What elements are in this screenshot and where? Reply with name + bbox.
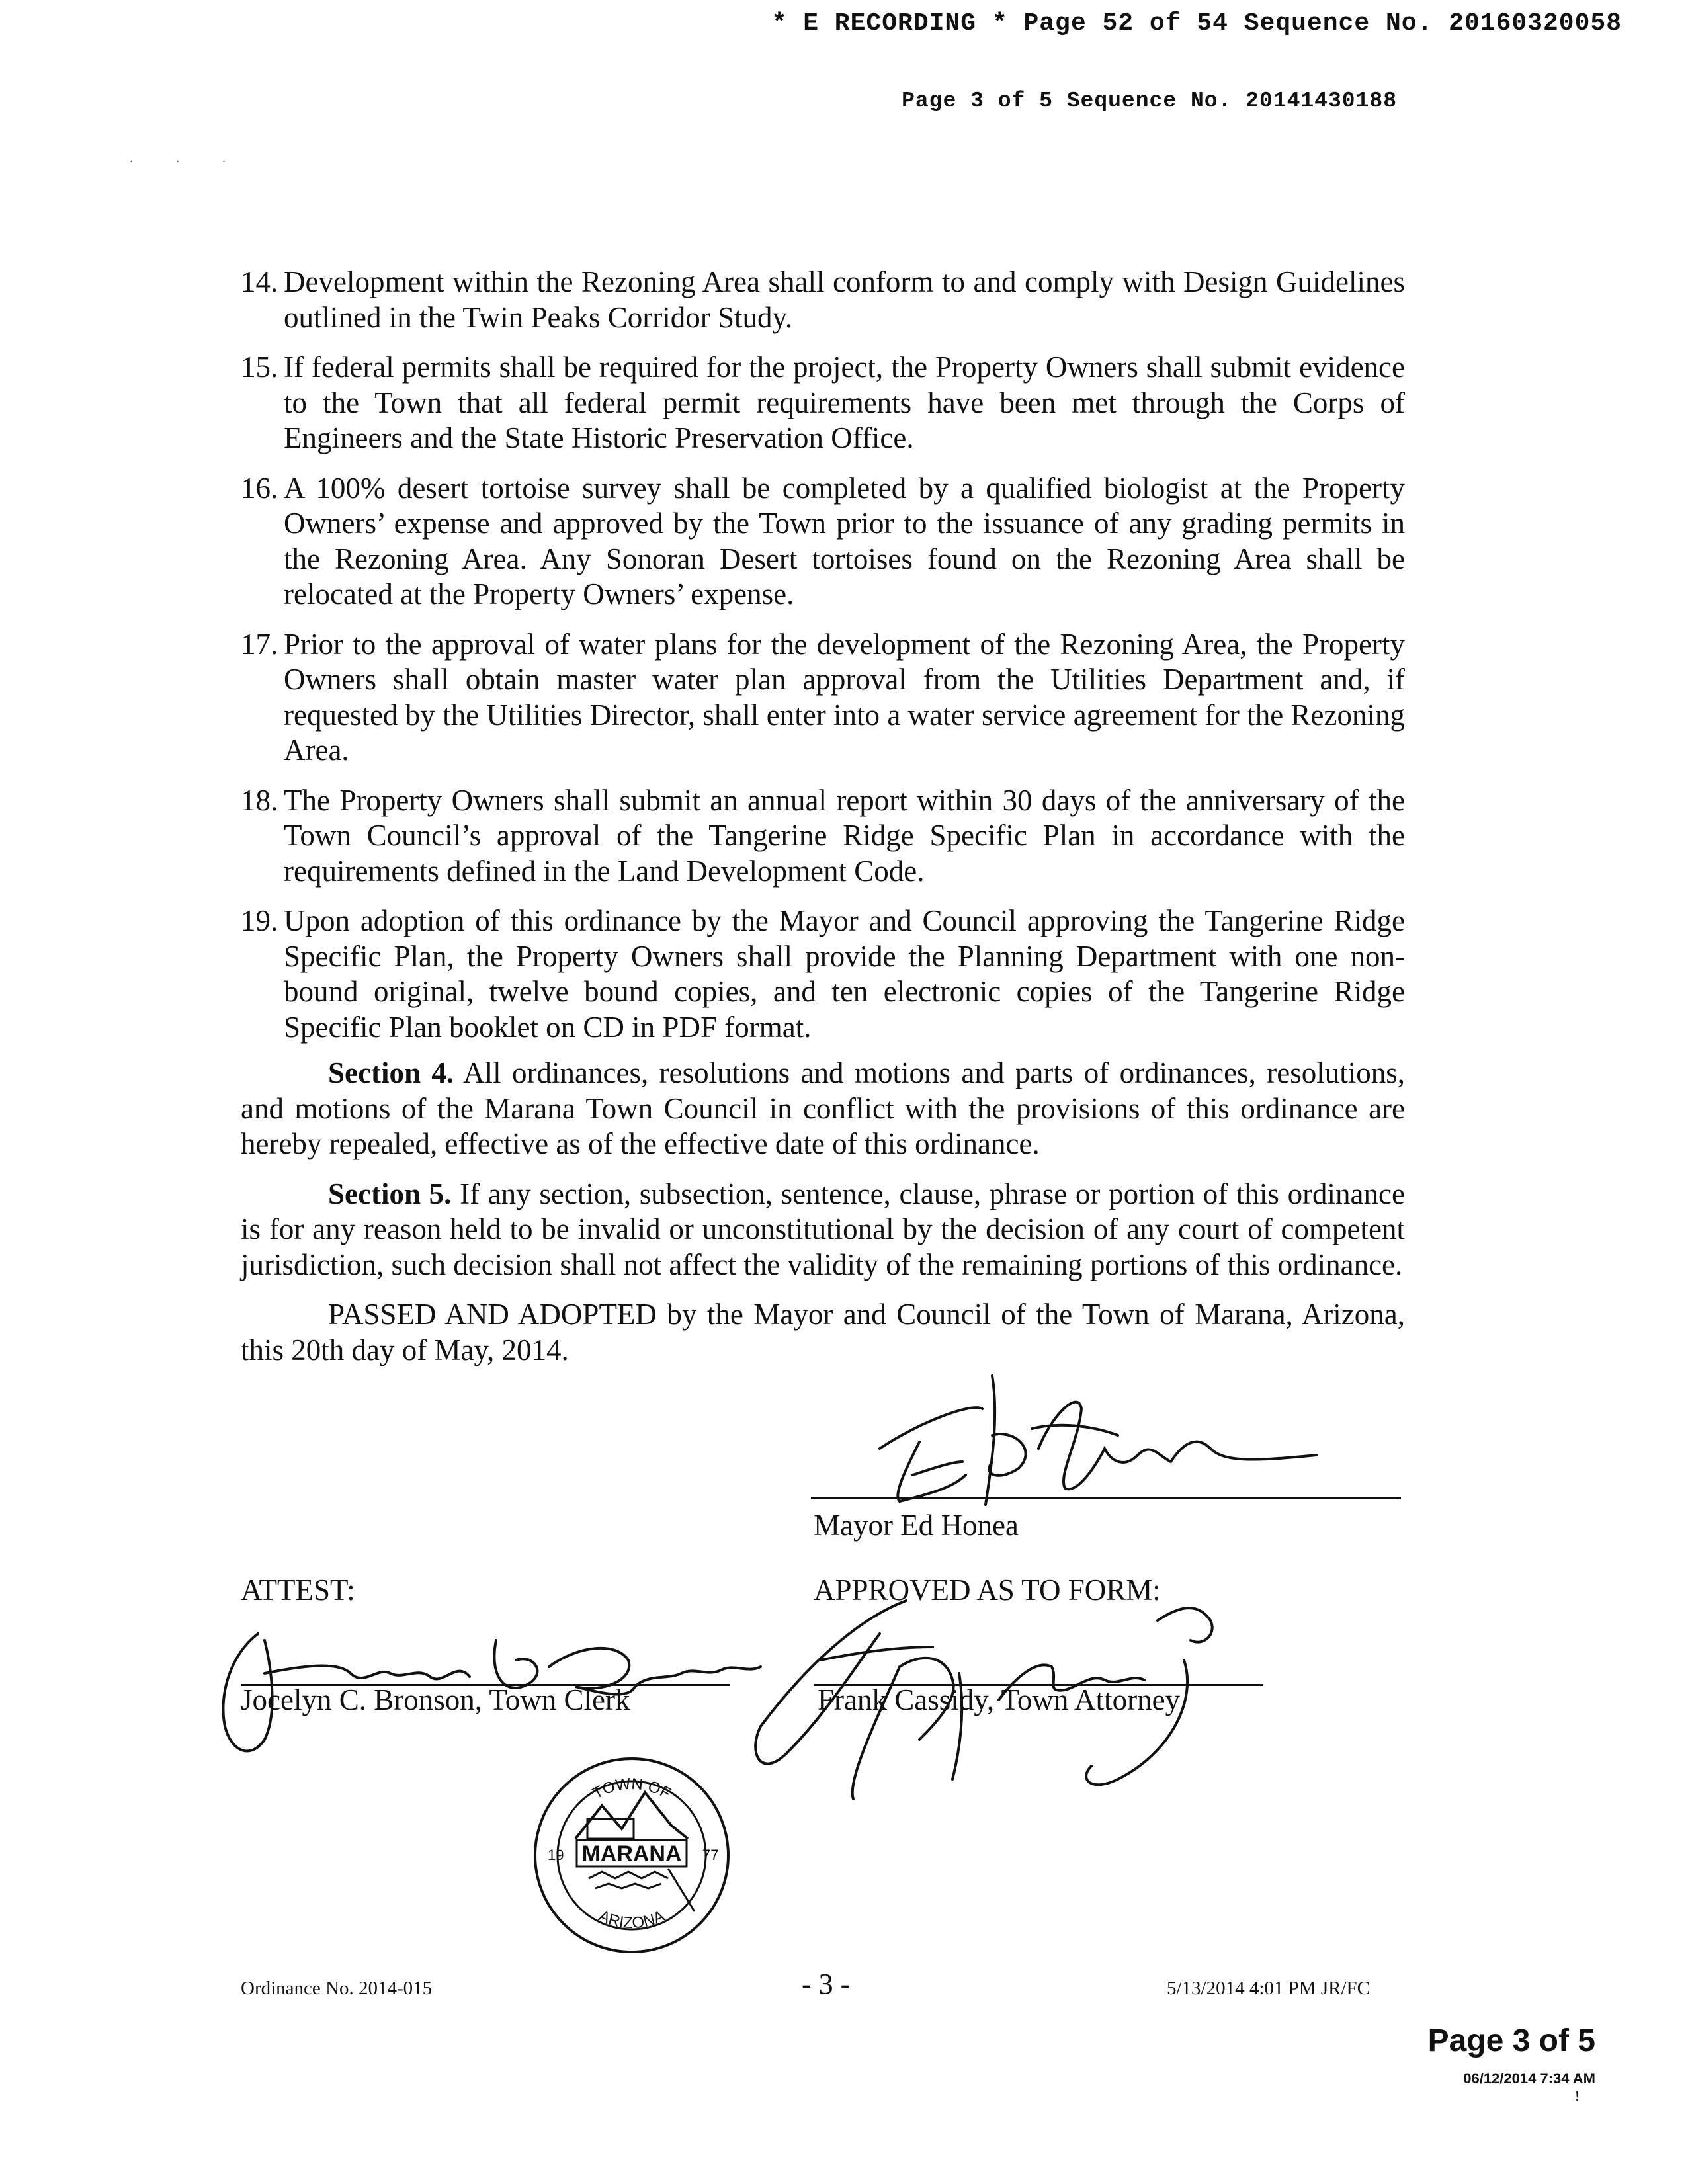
svg-text:TOWN OF: TOWN OF [589,1775,674,1803]
condition-text: Upon adoption of this ordinance by the Mayor and Council approving the Tangerine Ridge Specific Plan, the Property Owners shall provide the Planning Department with one non-bound original, twelve bound copies, and ten electronic copies of the Tangerine Ridge Specific Plan booklet on CD in PDF format. [284,904,1405,1044]
condition-item [241,350,1405,456]
approved-as-to-form-label: APPROVED AS TO FORM: [814,1574,1161,1607]
recording-header: * E RECORDING * Page 52 of 54 Sequence No. 20160320058 [771,9,1622,38]
svg-text:ARIZONA: ARIZONA [596,1907,667,1933]
ordinance-number: Ordinance No. 2014-015 [241,1978,433,1999]
stamp-datetime: 06/12/2014 7:34 AM [1463,2070,1595,2087]
condition-text: Development within the Rezoning Area shall conform to and comply with Design Guidelines outlined in the Twin Peaks Corridor Study. [284,265,1405,334]
mayor-signature-line [811,1497,1401,1499]
section-4-paragraph [241,1056,1405,1162]
svg-text:77: 77 [702,1847,719,1863]
svg-text:MARANA: MARANA [581,1841,682,1867]
scan-specks: . . . [130,151,245,165]
condition-number: 19. [241,904,278,937]
document-timestamp: 5/13/2014 4:01 PM JR/FC [1167,1978,1370,1999]
section-5-paragraph [241,1177,1405,1283]
section-text: If any section, subsection, sentence, clause, phrase or portion of this ordinance is for any reason held to be invalid or unconstitutional by the decision of any court of competent jurisdiction, such decision shall not affect the validity of the remaining portions of this ordinance. [241,1177,1405,1281]
condition-text: Prior to the approval of water plans for the development of the Rezoning Area, the Property Owners shall obtain master water plan approval from the Utilities Department and, if requested by the Utilities Director, shall enter into a water service agreement for the Rezoning Area. [284,627,1405,767]
condition-text: If federal permits shall be required for the project, the Property Owners shall submit evidence to the Town that all federal permit requirements have been met through the Corps of Engineers and the State Historic Preservation Office. [284,351,1405,454]
page-number: - 3 - [802,1968,851,2000]
attorney-name: Frank Cassidy, Town Attorney [818,1683,1181,1716]
sequence-header: Page 3 of 5 Sequence No. 20141430188 [902,89,1397,113]
condition-number: 16. [241,471,278,505]
condition-item [241,471,1405,612]
condition-text: A 100% desert tortoise survey shall be completed by a qualified biologist at the Property Owners’ expense and approved by the Town prior to the issuance of any grading permits in the Rezoning Area. Any Sonoran Desert tortoises found on the Rezoning Area shall be relocated at the Property Owners’ expense. [284,471,1405,610]
condition-item [241,265,1405,335]
clerk-name: Jocelyn C. Bronson, Town Clerk [241,1683,630,1716]
condition-number: 17. [241,627,278,661]
section-heading: Section 5. [328,1177,452,1210]
attorney-signature [747,1581,1224,1859]
section-heading: Section 4. [328,1056,454,1089]
mayor-name: Mayor Ed Honea [814,1509,1019,1542]
passed-adopted-paragraph: PASSED AND ADOPTED by the Mayor and Council of the Town of Marana, Arizona, this 20th day of May, 2014. [241,1298,1405,1366]
stamp-mark: ! [1574,2087,1580,2104]
condition-number: 14. [241,265,278,298]
condition-item [241,903,1405,1045]
attest-label: ATTEST: [241,1574,355,1607]
condition-item [241,627,1405,769]
stamp-page-count: Page 3 of 5 [1427,2023,1595,2058]
condition-number: 18. [241,783,278,817]
town-seal [529,1753,734,1958]
section-text: All ordinances, resolutions and motions and parts of ordinances, resolutions, and motions of the Marana Town Council in conflict with the provisions of this ordinance are hereby repealed, effective as of the effective date of this ordinance. [241,1056,1405,1160]
svg-text:19: 19 [548,1847,564,1863]
condition-number: 15. [241,351,278,384]
condition-item [241,783,1405,890]
ordinance-sections [241,1056,1405,1382]
conditions-list [241,265,1405,1060]
condition-text: The Property Owners shall submit an annual report within 30 days of the anniversary of the Town Council’s approval of the Tangerine Ridge Specific Plan in accordance with the requirements defined in the Land Development Code. [284,783,1405,888]
